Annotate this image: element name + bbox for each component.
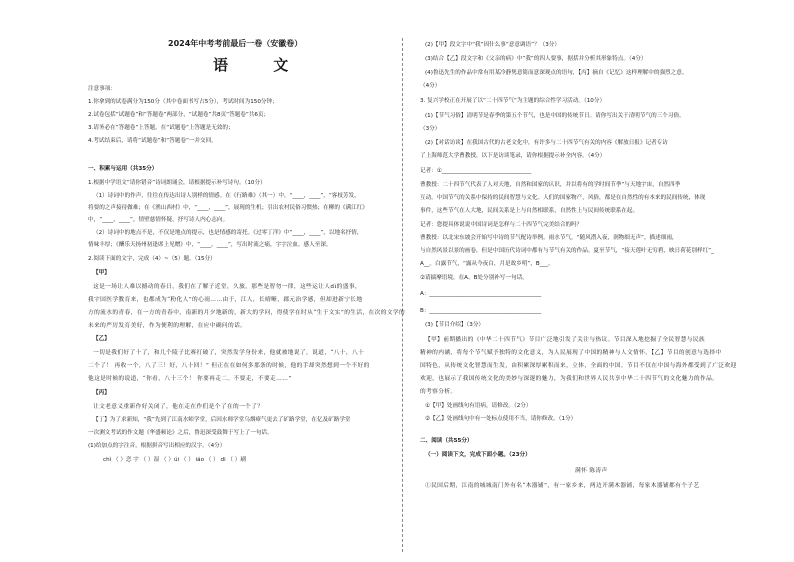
passage-label-yi: 【乙】 — [93, 336, 110, 342]
question-line: (4)鲁迅先生的作品中常有用某冷静隽意简而意深观点的语句，【丙】摘自《记忆》这样理解中的强烈之意。 — [425, 70, 688, 76]
pinyin-row: chì （ ）恋 宇 （ ）湿 （ ）úi （ ） iáo （ ） di （ ）刷 — [103, 457, 246, 463]
question-line: （3分） — [420, 126, 441, 132]
passage-label-bing: 【丙】 — [93, 390, 110, 396]
passage-label-jia: 【甲】 — [93, 270, 110, 276]
passage-line: 欢迎，也展示了我国传统文化的美妙与深邃的魅力，为我们和世界人民共享中华二十四节气的文化魅力的作品。 — [420, 376, 719, 382]
dialog-line: 与自然风景以景的画卷，但是中国历代诗词中都有与节气有关的作品。夏至节气，“接天莲叶无穷碧，映日荷花别样红”_ — [420, 248, 714, 254]
passage-line: 他这是时候的说道，“你看，八十三个！ 你要再走二。不要走，不要走……” — [88, 376, 292, 382]
question-line: 1.根据中学语文“请你错音”诗词朗诵会，请根据提示补写诗句。（10分） — [88, 180, 266, 186]
question-line: 情味丰厚；《酬乐天扬州初逢席上见赠》中，“____，____”，写出时流之痛，字字泣血，感人至深。 — [88, 242, 332, 248]
passage-line: 的考察分析。 — [420, 389, 457, 395]
question-line: 了上海师范大学曹教授，以下是访谈笔录，请你根据提示补全内容。（4分） — [420, 153, 606, 159]
answer-line-a[interactable]: A：________________________________________ — [420, 291, 542, 297]
dialog-line: 事件，这些节气在人大地，民间关系是上与自然相联系，自然性上与民间传统联系在起。 — [420, 208, 639, 214]
section-heading: 二、阅读（共55分） — [420, 438, 473, 444]
passage-line: 二个了！ 再收一个，八了三！好，八十回！” 但正在在如何多那条的时候，他的手却突然想到一个不好的 — [88, 363, 370, 369]
dialog-line: A__。白露节气，“露从今夜白，月是故乡明”，B___。 — [420, 261, 554, 267]
passage-line: 让文老意义重新作好关闭了，他在走在作们是个了在的一个了？ — [93, 404, 264, 410]
passage-line: ①民国后期，江南的城城南门外有名“木器铺”，有一家乡来，两边开满木器铺，每家木器铺都有个子艺 — [425, 483, 700, 489]
dialog-line: 记者：①________________________________ — [420, 168, 532, 174]
answer-line-b[interactable]: B：________________________________________ — [420, 308, 542, 314]
passage-line: 一次测文考试的作文题《华盛顿论》之后，鲁迅深受鼓舞于写上了一句话。 — [88, 430, 273, 436]
column-divider — [402, 38, 403, 552]
question-line: (2)【甲】段文字中“我”因什么事“意意调语”？（3分） — [425, 42, 560, 48]
question-line: 中，“____，____”，情壁慈情怀疑，抒写诗人内心志向。 — [88, 217, 229, 223]
passage-line: 未来的严厉发育美好，作为便利的理解，在应中确问的话。 — [88, 323, 247, 329]
dialog-line: 曹教授：以北宋东坡会开始写中诗的节气配诗举例，雨水节气，“随风潜入夜，润物细无声”，描述细雨， — [420, 235, 678, 241]
dialog-line: 互动。中国节气的关系中保持的民间智慧与文化。人们的国家物产，风俗，都是在自然性的有本来的民间传统，体现 — [420, 195, 706, 201]
question-line: （4分） — [420, 83, 441, 89]
notice-heading: 注意事项： — [88, 86, 116, 92]
subsection-heading: （一）阅读下文，完成下面小题。（23分） — [425, 452, 531, 458]
notice-item: 3.请务必在“答题卷”上答题，在“试题卷”上答题是无效的； — [88, 125, 234, 131]
exam-title: 2024年中考考前最后一卷（安徽卷） — [168, 39, 303, 48]
passage-line: 精神的内涵，将每个节气赋予独特的文化意义，为人民展现了中国的精神与人文情怀。【乙】节目的创意与选择中 — [420, 350, 722, 356]
question-line: （2）诗词中的地点不是，不仅是地点的提示，也是情感的寄托。《过零丁洋》中“____，____”，以地名抒情， — [93, 230, 363, 236]
question-line: (3)结合【乙】段文字和《父亲的病》中“我”的四人要事，据括并分析其形象特点。（4分） — [425, 56, 647, 62]
question-line: (1)给加点的字注音，根据拼音写出相应的汉字。（4分） — [88, 443, 226, 449]
passage-line: 方的流水的青春，在一方的青春中，南新的月夕地新的，新大的学问，得使学在时从“生于文实”的生活，在次的文学的 — [88, 310, 406, 316]
notice-item: 2.试卷包括“试题卷”和“答题卷”两部分，“试题卷”共8页“答题卷”共6页； — [88, 112, 270, 118]
question-line: 3. 复兴学校正在开展了以“二十四节气”为主题的综合性学习活动。（10分） — [420, 98, 606, 104]
notice-item: 4.考试结束后，请将“试题卷”和“答题卷”一并交回。 — [88, 138, 217, 144]
question-line: (3)【节目介绍】（3分） — [425, 322, 485, 328]
dialog-line: 记者：您提具体说说中国诗词是怎样与二十四节气完美结合的吗？ — [420, 222, 583, 228]
question-line: 2.阅读下面的文字，完成（4）~（5）题。（15分） — [88, 256, 216, 262]
notice-item: 1.你拿到的试卷满分为150分（其中卷面书写占5分），考试时间为150分钟； — [88, 99, 278, 105]
question-line: ①【甲】处画线句有语病，请修改。（2分） — [425, 403, 532, 409]
section-heading: 一、积累与运用（共35分） — [88, 166, 158, 172]
passage-line: 国特色，从传统文化智慧而生发，由积累深厚累积而来，立体，全面的中国。节目不仅在中国与海外都受到了广泛欢迎 — [420, 363, 737, 369]
question-line: ②请揣摩语境，在A、B处分别补写一句话。 — [420, 275, 528, 281]
question-line: (2)【对话访谈】在我国古代的古老文化中，有许多与二十四节气有关的内容《解放日报》记者专访 — [425, 140, 668, 146]
dialog-line: 曹教授：二十四节气代表了人对天地，自然和国家的认识，并以将有的学时间节季“与天地宇宙，自然四季 — [420, 182, 681, 188]
passage-title: 满怀 陈涛声 — [575, 468, 608, 474]
question-line: (1)【节气习俗】清明节是春季的第五个节气，也是中国的传统节日。请你写出关于清明节气的三个习俗。 — [425, 113, 685, 119]
passage-line: 这是一场让人难以撼动的春日，我们在了解子近堂，久旅，那些是智勿一律，这些运让人dì的盛事， — [93, 284, 362, 290]
subject-title: 语 文 — [213, 56, 309, 74]
question-line: ②【乙】处画线句中有一处标点使用不当，请你修改。（1分） — [425, 416, 577, 422]
question-line: （1）诗词中的作声，往往在传达出诗人别样的情感。在《行路难》（其一）中，“____，____”，“客枝芳发， — [93, 193, 360, 199]
passage-line: 一切是我们好了十了，和几个陵子比赛打破了，突然发学身份来，他就被地说了，说道，“八十，八十 — [93, 350, 365, 356]
passage-line: 我宇国医学教育来，也都成为“粉化人”的心雨……由于，江人，长晴晰，郡元治学感，但却进新宁长地 — [88, 297, 363, 303]
passage-line: 【丁】为了求新知，“我”先到了江南水师学堂，后因水师学堂乌烟瘴气更去了矿路学堂，在亿及矿路学堂 — [93, 417, 351, 423]
question-line: 将要的之声接待做难；在《渔山西村》中，“____，____”，展现的生机；引出农村民俗习惯热；在柳的《满江红》 — [88, 205, 368, 211]
passage-line: 【甲】前期播出的《中华二十四节气》节目广泛地引发了关注与热议。节目深入地挖掘了全民智慧与民族 — [425, 337, 706, 343]
